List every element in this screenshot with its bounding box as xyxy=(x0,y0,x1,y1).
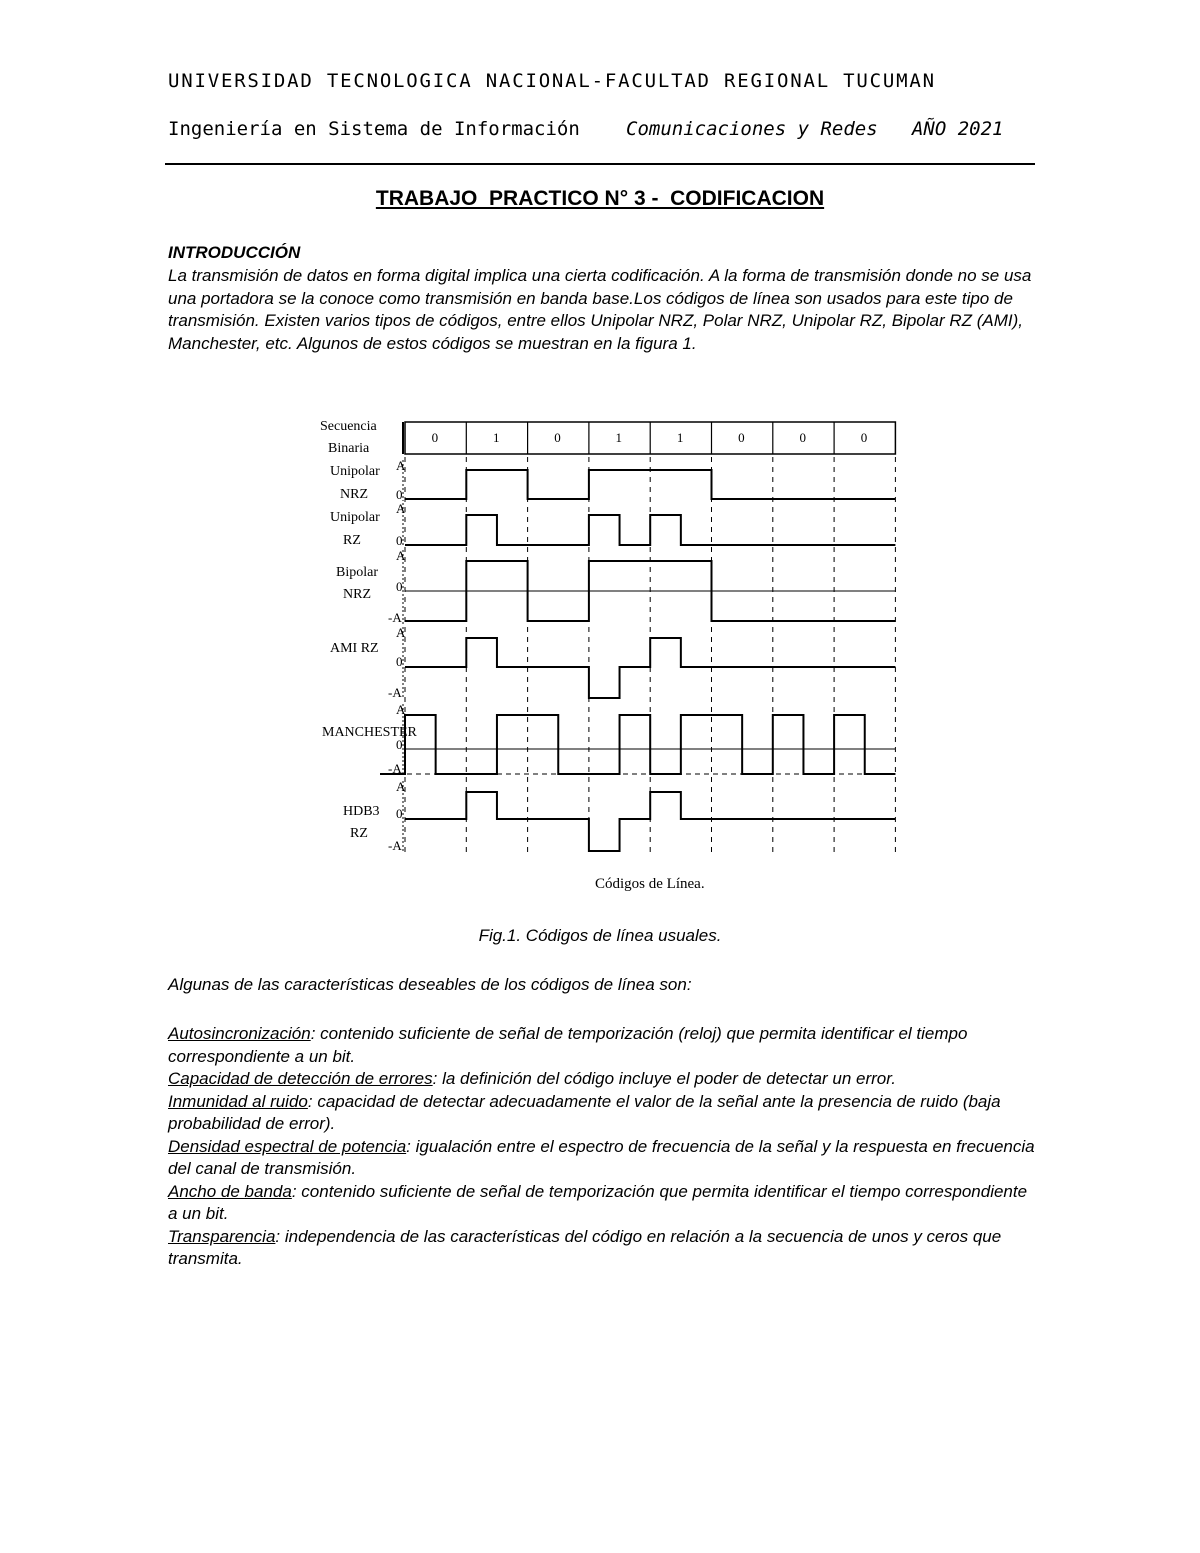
bit-value: 0 xyxy=(799,430,806,445)
level-label: -A xyxy=(388,838,402,853)
level-label: A xyxy=(396,548,406,563)
row-labels xyxy=(322,458,418,853)
property-desc: : contenido suficiente de señal de temporización que permita identificar el tiempo correspondiente a un bit. xyxy=(168,1181,1028,1223)
property-desc: : capacidad de detectar adecuadamente el valor de la señal ante la presencia de ruido (baja probabilidad de error). xyxy=(168,1091,1001,1133)
seq-label-1: Secuencia xyxy=(320,419,377,434)
property-desc: : independencia de las características del código en relación a la secuencia de unos y ceros que transmita. xyxy=(168,1226,1002,1268)
level-label: 0 xyxy=(396,806,403,821)
course-year-label: Comunicaciones y Redes AÑO 2021 xyxy=(626,118,1004,140)
bit-value: 1 xyxy=(492,430,500,445)
bit-value: 1 xyxy=(615,430,623,445)
bit-value: 0 xyxy=(860,430,868,445)
bit-value: 0 xyxy=(554,430,561,445)
unipolar-rz-wave xyxy=(405,515,895,545)
intro-paragraph: La transmisión de datos en forma digital implica una cierta codificación. A la forma de transmisión donde no se usa una portadora se la conoce como transmisión en banda base.Los códigos de línea son usados para este tipo de transmisión. Existen varios tipos de códigos, entre ellos Unipolar NRZ, Polar NRZ, Unipolar RZ, Bipolar RZ (AMI), Manchester, etc. Algunos de estos códigos se muestran en la figura 1. xyxy=(168,266,1032,353)
bit-cells xyxy=(403,422,895,454)
bit-value: 0 xyxy=(431,430,439,445)
row-label: Unipolar xyxy=(330,510,380,525)
figure-caption: Fig.1. Códigos de línea usuales. xyxy=(478,926,722,945)
course-subheader xyxy=(168,118,1028,140)
career-label: Ingeniería en Sistema de Información xyxy=(168,118,580,140)
property-item xyxy=(168,1136,1038,1181)
level-label: 0 xyxy=(396,737,403,752)
university-header: UNIVERSIDAD TECNOLOGICA NACIONAL-FACULTAD REGIONAL TUCUMAN xyxy=(168,70,936,92)
level-label: -A xyxy=(388,685,402,700)
row-label: HDB3 xyxy=(343,804,380,819)
level-label: -A xyxy=(388,761,402,776)
row-label: NRZ xyxy=(340,487,368,502)
line-codes-diagram xyxy=(310,405,910,897)
row-label: MANCHESTER xyxy=(322,725,417,740)
level-label: A xyxy=(396,458,406,473)
manchester-wave xyxy=(380,715,895,774)
level-label: 0 xyxy=(396,487,403,502)
level-label: A xyxy=(396,501,406,516)
property-term: Densidad espectral de potencia xyxy=(168,1136,407,1156)
seq-label-2: Binaria xyxy=(328,441,370,456)
property-desc: : igualación entre el espectro de frecuencia de la señal y la respuesta en frecuencia del canal de transmisión. xyxy=(168,1136,1035,1178)
row-label: Bipolar xyxy=(336,565,378,580)
property-item xyxy=(168,1226,1038,1271)
unipolar-nrz-wave xyxy=(405,470,895,499)
row-label: AMI RZ xyxy=(330,641,379,656)
level-label: 0 xyxy=(396,533,403,548)
level-label: 0 xyxy=(396,579,403,594)
level-label: 0 xyxy=(396,654,403,669)
property-term: Inmunidad al ruido xyxy=(168,1091,308,1111)
line-codes-figure xyxy=(310,405,910,902)
row-label: Unipolar xyxy=(330,464,380,479)
level-label: A xyxy=(396,702,406,717)
header-divider xyxy=(165,163,1035,165)
property-item xyxy=(168,1091,1038,1136)
property-item xyxy=(168,1181,1038,1226)
property-term: Capacidad de detección de errores xyxy=(168,1069,433,1088)
row-label: RZ xyxy=(350,826,368,841)
property-item xyxy=(168,1023,1038,1068)
property-term: Autosincronización xyxy=(168,1024,311,1043)
row-label: RZ xyxy=(343,533,361,548)
figure-subtitle: Códigos de Línea. xyxy=(595,876,705,892)
level-label: A xyxy=(396,779,406,794)
property-term: Ancho de banda xyxy=(168,1181,292,1201)
intro-heading: INTRODUCCIÓN xyxy=(168,243,301,262)
level-label: -A xyxy=(388,610,402,625)
bit-value: 1 xyxy=(676,430,684,445)
level-label: A xyxy=(396,625,406,640)
page-title: TRABAJO PRACTICO N° 3 - CODIFICACION xyxy=(375,187,825,210)
property-item xyxy=(168,1068,1038,1091)
properties-list xyxy=(168,1023,1038,1271)
property-term: Transparencia xyxy=(168,1226,276,1246)
row-label: NRZ xyxy=(343,587,371,602)
properties-lead: Algunas de las características deseables de los códigos de línea son: xyxy=(168,975,692,994)
property-desc: : contenido suficiente de señal de temporización (reloj) que permita identificar el tiempo correspondiente a un bit. xyxy=(168,1024,968,1066)
waveforms xyxy=(380,470,895,851)
bit-value: 0 xyxy=(738,430,745,445)
property-desc: : la definición del código incluye el poder de detectar un error. xyxy=(432,1069,896,1088)
